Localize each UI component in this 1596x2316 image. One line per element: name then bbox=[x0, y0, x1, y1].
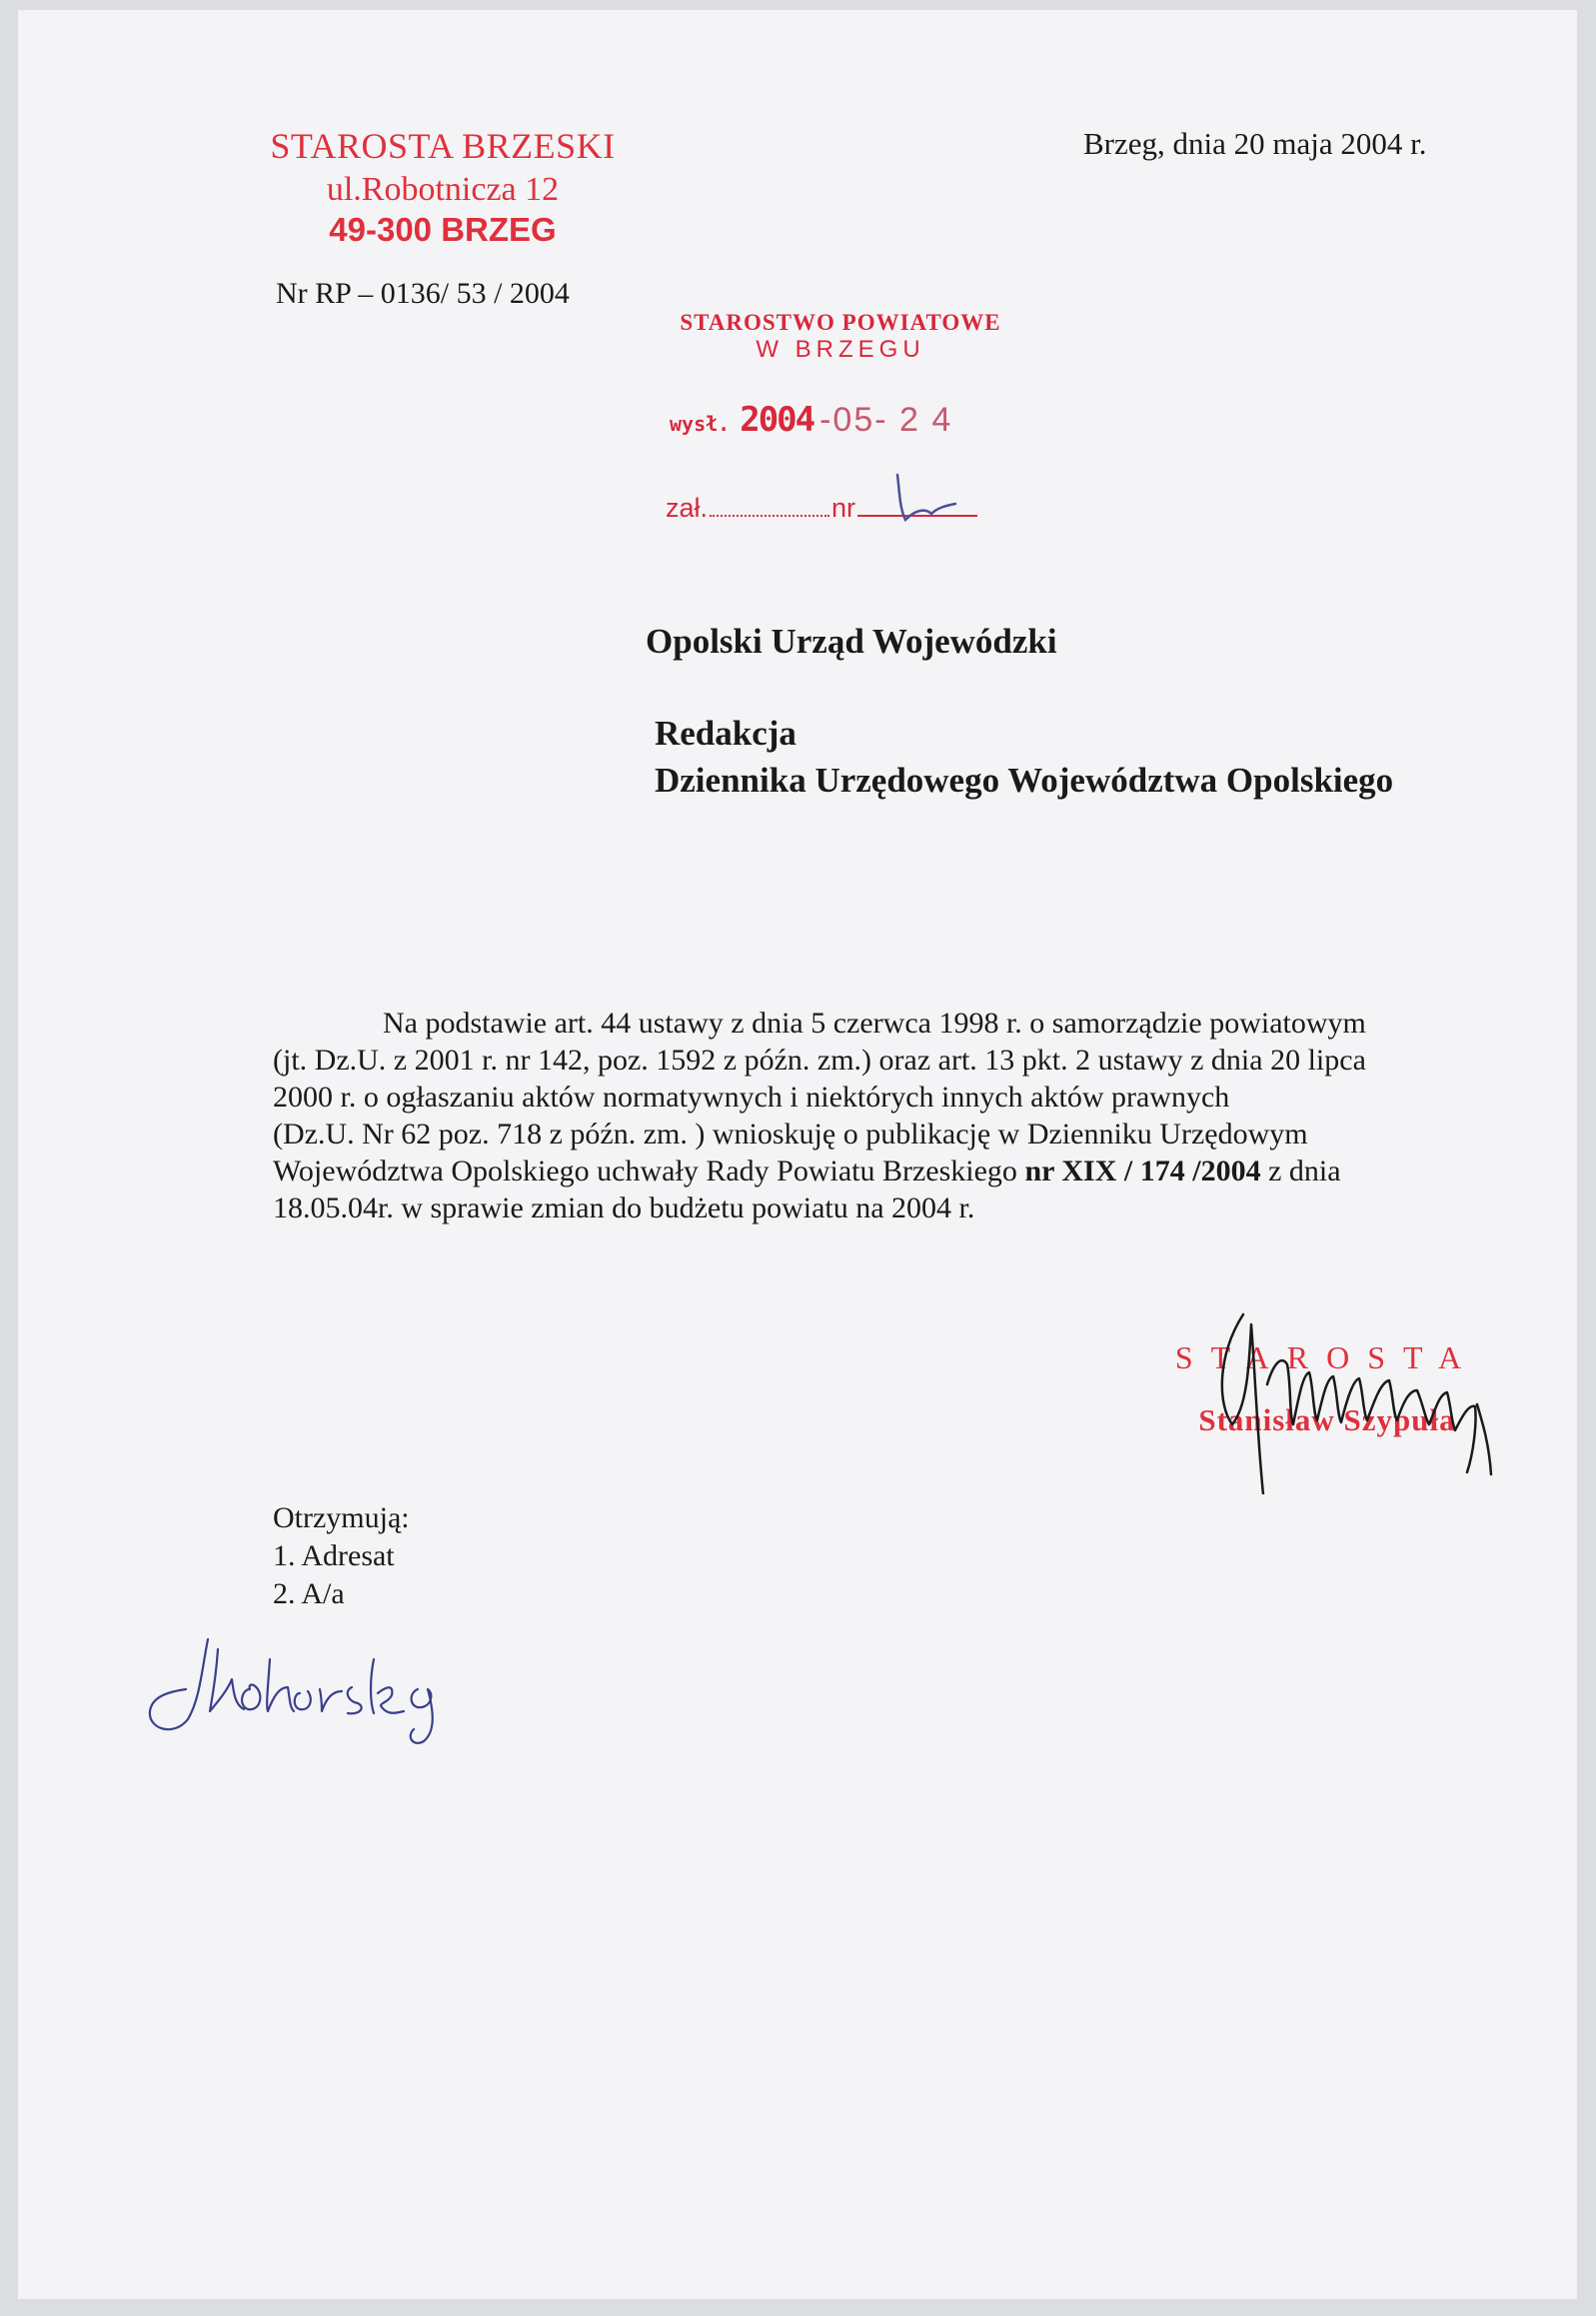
dispatch-stamp-date bbox=[670, 400, 952, 440]
recipient-item: 1. Adresat bbox=[273, 1539, 395, 1572]
dispatch-stamp-city: W BRZEGU bbox=[756, 336, 925, 363]
body-line-4: (Dz.U. Nr 62 poz. 718 z późn. zm. ) wnioskuję o publikację w Dzienniku Urzędowym bbox=[273, 1118, 1308, 1151]
sender-title: STAROSTA BRZESKI bbox=[270, 126, 616, 166]
addressee-redaction bbox=[655, 710, 1393, 804]
body-line-5 bbox=[273, 1153, 1522, 1189]
attachment-label: zał. bbox=[666, 493, 709, 523]
dispatch-sent-year: 2004 bbox=[740, 400, 814, 440]
sender-street: ul.Robotnicza 12 bbox=[326, 171, 560, 208]
addressee-office: Opolski Urząd Wojewódzki bbox=[646, 622, 1057, 661]
dispatch-sent-monthday: -05- 2 4 bbox=[819, 401, 953, 439]
number-label: nr bbox=[831, 493, 856, 523]
letter-body bbox=[273, 1005, 1522, 1226]
body-line-1: Na podstawie art. 44 ustawy z dnia 5 czerwca 1998 r. o samorządzie powiatowym bbox=[383, 1007, 1366, 1040]
body-line-5-end: z dnia bbox=[1260, 1155, 1341, 1187]
redaction-line-1: Redakcja bbox=[655, 714, 797, 753]
reference-number: Nr RP – 0136/ 53 / 2004 bbox=[276, 277, 570, 310]
dispatch-sent-label: wysł. bbox=[670, 412, 731, 436]
recipients-list bbox=[273, 1499, 410, 1613]
sender-city: 49-300 BRZEG bbox=[329, 211, 557, 248]
signature-stamp-title: STAROSTA bbox=[1174, 1339, 1480, 1375]
recipient-item: 2. A/a bbox=[273, 1577, 345, 1610]
body-line-5-start: Województwa Opolskiego uchwały Rady Powiatu Brzeskiego bbox=[273, 1155, 1025, 1187]
resolution-number: nr XIX / 174 /2004 bbox=[1024, 1155, 1261, 1187]
handwritten-signature-icon bbox=[1177, 1294, 1557, 1494]
letter-date: Brzeg, dnia 20 maja 2004 r. bbox=[1083, 126, 1427, 161]
dispatch-stamp bbox=[666, 310, 1025, 523]
recipients-heading: Otrzymują: bbox=[273, 1501, 410, 1534]
handwritten-initials-icon bbox=[138, 1619, 538, 1749]
attachment-dotted-line bbox=[710, 515, 829, 517]
letter-page bbox=[18, 10, 1577, 2299]
signature-stamp-name: Stanisław Szypuła bbox=[1198, 1402, 1456, 1437]
body-line-6: 18.05.04r. w sprawie zmian do budżetu powiatu na 2004 r. bbox=[273, 1191, 975, 1224]
body-line-2: (jt. Dz.U. z 2001 r. nr 142, poz. 1592 z późn. zm.) oraz art. 13 pkt. 2 ustawy z dnia 20 lipca bbox=[273, 1044, 1366, 1077]
dispatch-stamp-office: STAROSTWO POWIATOWE bbox=[680, 310, 1001, 335]
sender-stamp bbox=[248, 125, 638, 249]
body-line-3: 2000 r. o ogłaszaniu aktów normatywnych i niektórych innych aktów prawnych bbox=[273, 1081, 1230, 1114]
redaction-line-2: Dziennika Urzędowego Województwa Opolskiego bbox=[655, 761, 1394, 800]
handwritten-mark-icon bbox=[885, 470, 965, 530]
